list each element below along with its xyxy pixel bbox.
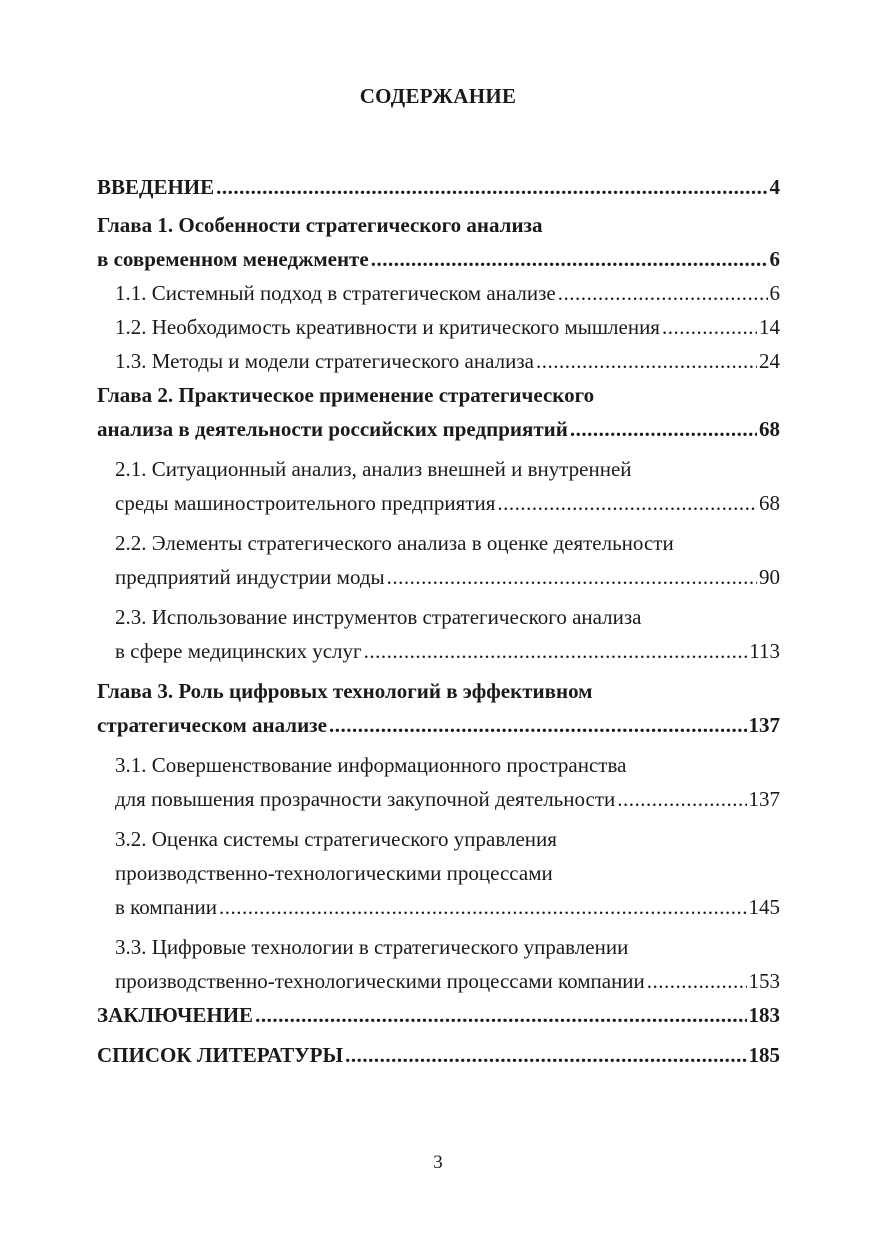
leader-dots (617, 782, 746, 816)
toc-page-number: 6 (769, 247, 780, 271)
leader-dots (536, 344, 757, 378)
toc-entry-1-1[interactable] (97, 276, 780, 310)
toc-chapter-2-title[interactable]: Глава 2. Практическое применение стратегического (97, 383, 595, 407)
leader-dots (647, 964, 747, 998)
toc-entry-label: ЗАКЛЮЧЕНИЕ (97, 1003, 254, 1027)
leader-dots (219, 890, 747, 924)
toc-chapter-3-title[interactable]: Глава 3. Роль цифровых технологий в эффективном (97, 679, 593, 703)
toc-entry-2-2[interactable] (97, 560, 780, 594)
toc-entry-label: СПИСОК ЛИТЕРАТУРЫ (97, 1043, 344, 1067)
toc-page-number: 4 (769, 175, 780, 199)
toc-entry-2-1-title[interactable]: 2.1. Ситуационный анализ, анализ внешней и внутренней (115, 457, 632, 481)
toc-entry-3-2-title[interactable]: 3.2. Оценка системы стратегического управления (115, 827, 557, 851)
toc-page-number: 24 (759, 349, 780, 373)
toc-page-number: 6 (769, 281, 780, 305)
toc-entry-label: стратегическом анализе (97, 713, 327, 737)
toc-entry-3-3-title[interactable]: 3.3. Цифровые технологии в стратегического управлении (115, 935, 629, 959)
toc-entry-1-2[interactable] (97, 310, 780, 344)
toc-entry-label: ВВЕДЕНИЕ (97, 175, 215, 199)
toc-entry-label: среды машиностроительного предприятия (115, 491, 496, 515)
leader-dots (345, 1038, 746, 1072)
toc-entry-intro[interactable] (97, 170, 780, 204)
toc-page-number: 137 (748, 787, 780, 811)
toc-entry-label: предприятий индустрии моды (115, 565, 385, 589)
toc-entry-2-3[interactable] (97, 634, 780, 668)
toc-page-number: 183 (748, 1003, 780, 1027)
toc-entry-label: 1.1. Системный подход в стратегическом анализе (115, 281, 556, 305)
table-of-contents (97, 170, 780, 1072)
toc-entry-3-1[interactable] (97, 782, 780, 816)
toc-entry-conclusion[interactable] (97, 998, 780, 1032)
toc-entry-chapter-2[interactable] (97, 412, 780, 446)
toc-page-number: 145 (748, 895, 780, 919)
toc-page-number: 68 (759, 417, 780, 441)
page-title: СОДЕРЖАНИЕ (359, 84, 517, 108)
toc-entry-label: производственно-технологическими процессами компании (115, 969, 645, 993)
leader-dots (216, 170, 767, 204)
toc-entry-label: 1.2. Необходимость креативности и критического мышления (115, 315, 660, 339)
toc-page-number: 14 (759, 315, 780, 339)
toc-entry-label: в современном менеджменте (97, 247, 369, 271)
toc-entry-label: для повышения прозрачности закупочной деятельности (115, 787, 616, 811)
toc-entry-chapter-3[interactable] (97, 708, 780, 742)
leader-dots (364, 634, 748, 668)
toc-page-number: 153 (748, 969, 780, 993)
toc-entry-2-2-title[interactable]: 2.2. Элементы стратегического анализа в оценке деятельности (115, 531, 674, 555)
page-number: 3 (433, 1152, 443, 1173)
leader-dots (371, 242, 768, 276)
toc-entry-label: в сфере медицинских услуг (115, 639, 362, 663)
toc-entry-label: анализа в деятельности российских предприятий (97, 417, 568, 441)
toc-entry-3-2[interactable] (97, 890, 780, 924)
leader-dots (558, 276, 768, 310)
toc-page-number: 90 (759, 565, 780, 589)
leader-dots (387, 560, 757, 594)
toc-entry-1-3[interactable] (97, 344, 780, 378)
toc-page-number: 113 (749, 639, 780, 663)
toc-entry-2-1[interactable] (97, 486, 780, 520)
toc-entry-3-3[interactable] (97, 964, 780, 998)
toc-entry-label: в компании (115, 895, 217, 919)
leader-dots (570, 412, 757, 446)
leader-dots (329, 708, 747, 742)
leader-dots (497, 486, 757, 520)
toc-entry-chapter-1[interactable] (97, 242, 780, 276)
toc-page-number: 137 (748, 713, 780, 737)
toc-entry-3-2-title-cont[interactable]: производственно-технологическими процессами (115, 861, 553, 885)
toc-entry-label: 1.3. Методы и модели стратегического анализа (115, 349, 534, 373)
toc-entry-2-3-title[interactable]: 2.3. Использование инструментов стратегического анализа (115, 605, 642, 629)
toc-page-number: 68 (759, 491, 780, 515)
toc-page-number: 185 (748, 1043, 780, 1067)
toc-entry-references[interactable] (97, 1038, 780, 1072)
leader-dots (255, 998, 746, 1032)
leader-dots (662, 310, 757, 344)
toc-chapter-1-title[interactable]: Глава 1. Особенности стратегического анализа (97, 213, 543, 237)
toc-entry-3-1-title[interactable]: 3.1. Совершенствование информационного пространства (115, 753, 627, 777)
